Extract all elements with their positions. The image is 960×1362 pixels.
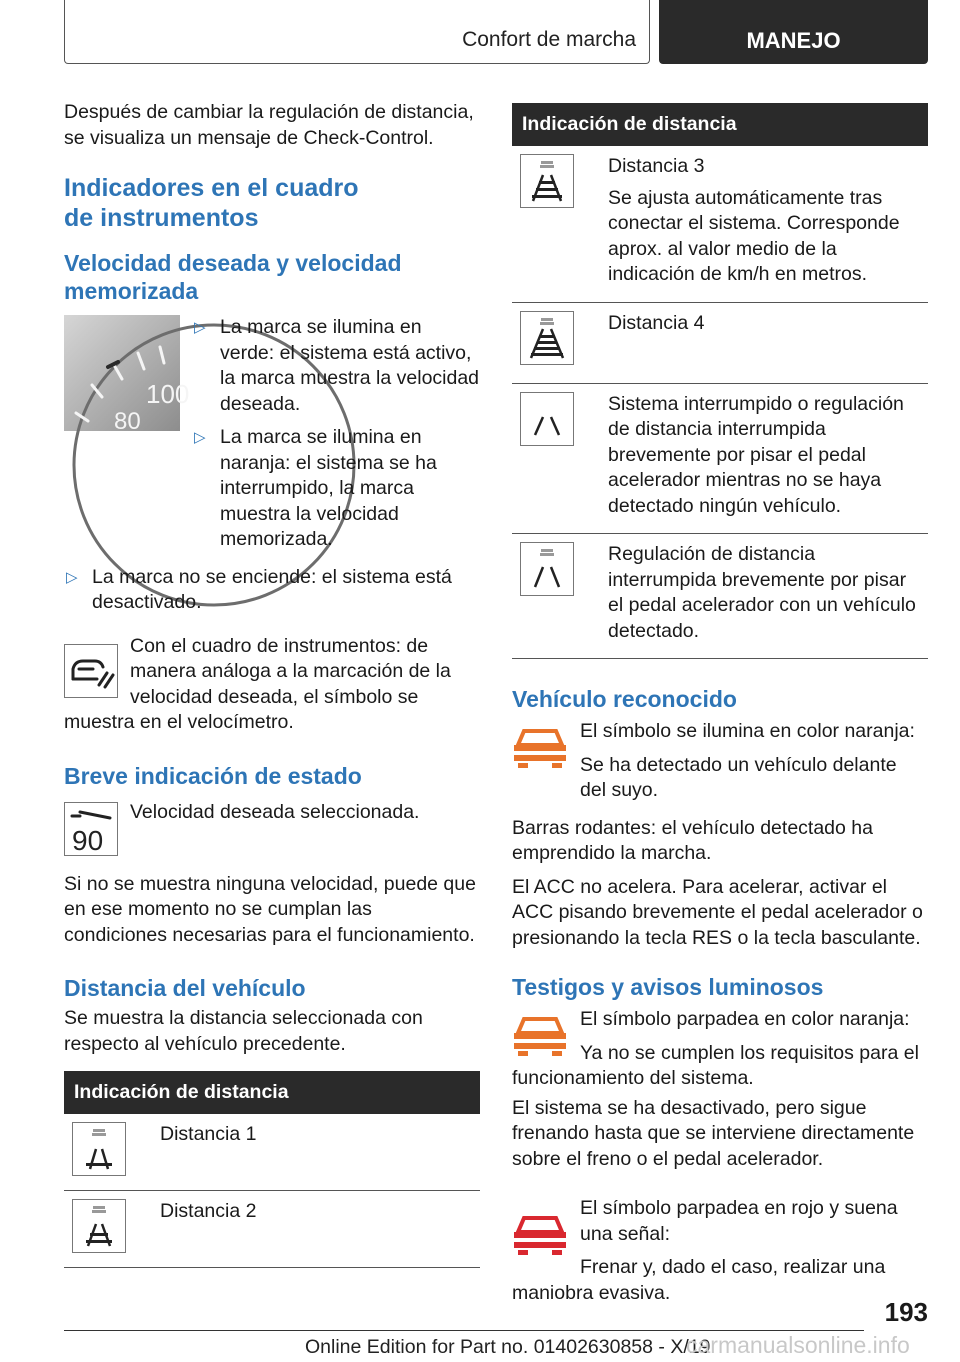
vehicle-red-warning-icon — [512, 1212, 568, 1261]
no-speed-text: Si no se muestra ninguna velocidad, puede que en ese momento no se cumplan las condiciones necesarias para el funcionamiento. — [64, 872, 476, 946]
chapter-tab: MANEJO — [659, 0, 928, 64]
vehicle-orange-warning-icon — [512, 1013, 568, 1062]
bullet-green — [192, 315, 480, 417]
table-row — [64, 1191, 480, 1268]
edition-text: Online Edition for Part no. 01402630858 - X/19 — [305, 1336, 711, 1358]
triangle-bullet-icon: ▷ — [66, 568, 78, 586]
icon-cell — [64, 1191, 152, 1268]
table-row — [64, 1114, 480, 1191]
heading-distance: Distancia del vehículo — [64, 975, 306, 1001]
interrupted-icon — [520, 392, 574, 446]
triangle-bullet-icon: ▷ — [194, 429, 206, 446]
table-header: Indicación de distancia — [64, 1071, 480, 1114]
interrupted-vehicle-icon — [520, 542, 574, 596]
vehicle-block — [512, 719, 928, 804]
row-text-cell — [600, 146, 928, 302]
row-text: Regulación de distancia interrumpida brevemente por pisar el pedal acelerador con un vehículo detectado. — [600, 534, 928, 659]
page-header — [0, 0, 960, 66]
bullet-text: La marca se ilumina en verde: el sistema está activo, la marca muestra la velocidad deseada. — [220, 316, 480, 415]
row-text: Distancia 3 — [608, 155, 705, 177]
distance-table-right — [512, 103, 928, 659]
speed-mark-icon — [64, 644, 118, 698]
status-block — [64, 800, 480, 860]
bars-text: Barras rodantes: el vehículo detectado ha emprendido la marcha. — [512, 816, 873, 864]
warn1-text-2: Ya no se cumplen los requisitos para el funcionamiento del sistema. — [512, 1041, 919, 1089]
page-number: 193 — [884, 1297, 928, 1327]
vehicle-orange-icon — [512, 725, 568, 774]
speedometer-image — [64, 315, 190, 435]
status-icon-label: 90 — [72, 824, 104, 856]
vehicle-text-1: El símbolo se ilumina en color naranja: — [580, 720, 915, 742]
table-row — [512, 534, 928, 659]
warn1-text-3: El sistema se ha desactivado, pero sigue frenando hasta que se interviene directamente sobre el freno o el pedal acelerador. — [512, 1096, 915, 1170]
table-header: Indicación de distancia — [512, 103, 928, 146]
distance-2-icon — [72, 1199, 126, 1253]
vehicle-text-2: Se ha detectado un vehículo delante del suyo. — [580, 753, 897, 801]
table-row — [512, 302, 928, 383]
distance-3-icon — [520, 154, 574, 208]
watermark: carmanualsonline.info — [686, 1332, 910, 1358]
heading-speed: Velocidad deseada y velocidad memorizada — [64, 250, 402, 304]
icon-cell — [512, 302, 600, 383]
distance-1-icon — [72, 1122, 126, 1176]
warn1-text-1: El símbolo parpadea en color naranja: — [580, 1008, 910, 1030]
analog-text: Con el cuadro de instrumentos: de manera análoga a la marcación de la velocidad deseada, el símbolo se muestra en el velocímetro. — [64, 634, 451, 733]
intro-text: Después de cambiar la regulación de distancia, se visualiza un mensaje de Check-Control. — [64, 101, 474, 149]
distance-table-left — [64, 1071, 480, 1268]
speedo-label-100: 100 — [146, 379, 190, 409]
row-subtext: Se ajusta automáticamente tras conectar el sistema. Corresponde aprox. al valor medio de la indicación de km/h en metros. — [608, 186, 900, 285]
bullet-off — [64, 565, 480, 616]
acc-text: El ACC no acelera. Para acelerar, activar el ACC pisando brevemente el pedal acelerador o presionando la tecla RES o la tecla basculante. — [512, 875, 923, 949]
warning-red-block — [512, 1196, 928, 1306]
distance-4-icon — [520, 311, 574, 365]
icon-cell — [64, 1114, 152, 1191]
section-title: Confort de marcha — [462, 28, 636, 51]
desired-speed-icon — [64, 802, 118, 856]
right-column — [512, 103, 928, 1306]
warning-orange-block — [512, 1007, 928, 1092]
warn2-text-1: El símbolo parpadea en rojo y suena una señal: — [580, 1197, 898, 1245]
analog-block — [64, 634, 480, 736]
bullet-text: La marca se ilumina en naranja: el sistema se ha interrumpido, la marca muestra la velocidad memorizada. — [220, 426, 437, 550]
left-column — [64, 100, 480, 1268]
heading-status: Breve indicación de estado — [64, 762, 362, 789]
table-row — [512, 383, 928, 534]
triangle-bullet-icon: ▷ — [194, 319, 206, 336]
footer-divider — [64, 1330, 864, 1331]
speedo-label-80: 80 — [114, 408, 141, 435]
icon-cell — [512, 383, 600, 534]
distance-text: Se muestra la distancia seleccionada con respecto al vehículo precedente. — [64, 1007, 423, 1055]
bullet-text: La marca no se enciende: el sistema está desactivado. — [92, 565, 452, 613]
speedo-section — [64, 315, 480, 561]
icon-cell — [512, 534, 600, 659]
table-row — [512, 146, 928, 302]
row-text: Distancia 1 — [152, 1114, 480, 1191]
heading-vehicle: Vehículo reconocido — [512, 686, 737, 712]
warn2-text-2: Frenar y, dado el caso, realizar una maniobra evasiva. — [512, 1256, 886, 1304]
heading-warnings: Testigos y avisos luminosos — [512, 974, 824, 1000]
heading-indicators: Indicadores en el cuadro de instrumentos — [64, 174, 359, 232]
row-text: Distancia 2 — [152, 1191, 480, 1268]
status-text: Velocidad deseada seleccionada. — [130, 800, 420, 823]
bullet-orange — [192, 425, 480, 553]
row-text: Sistema interrumpido o regulación de distancia interrumpida brevemente por pisar el pedal acelerador mientras no se haya detectado ningún vehículo. — [600, 383, 928, 534]
icon-cell — [512, 146, 600, 302]
row-text: Distancia 4 — [600, 302, 928, 383]
